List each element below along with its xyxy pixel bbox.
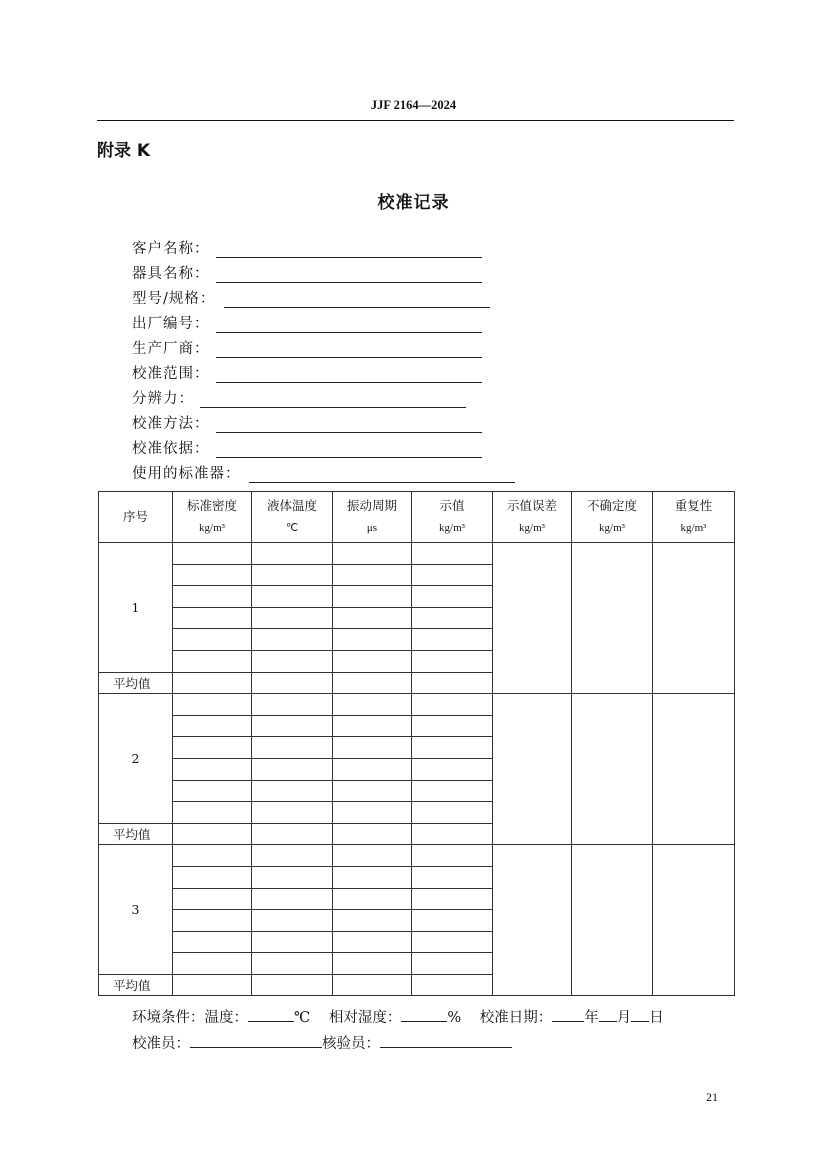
- table-cell[interactable]: [173, 629, 252, 651]
- field-reference-standard: [132, 463, 241, 485]
- col-header-index: [99, 492, 173, 543]
- table-cell[interactable]: [412, 845, 493, 867]
- field-blank[interactable]: [200, 407, 466, 408]
- year-label: 年: [584, 1010, 599, 1026]
- col-name: 序号: [122, 509, 148, 524]
- field-label: 型号/规格：: [132, 291, 216, 307]
- table-cell[interactable]: [412, 715, 493, 737]
- field-label: 校准范围：: [132, 366, 210, 382]
- indication-error-cell[interactable]: [493, 543, 572, 694]
- table-row: [99, 694, 735, 716]
- table-cell[interactable]: [173, 845, 252, 867]
- table-cell[interactable]: [333, 845, 412, 867]
- table-cell[interactable]: [173, 607, 252, 629]
- indication-error-cell[interactable]: [493, 694, 572, 845]
- table-cell[interactable]: [252, 823, 333, 845]
- table-cell[interactable]: [412, 586, 493, 608]
- humidity-blank[interactable]: [401, 1007, 447, 1022]
- table-cell[interactable]: [333, 694, 412, 716]
- humidity-unit: %: [447, 1010, 462, 1026]
- table-cell[interactable]: [173, 823, 252, 845]
- calibration-date-label: 校准日期：: [479, 1010, 553, 1026]
- average-label: 平均值: [99, 974, 173, 996]
- col-header-indication: [412, 492, 493, 543]
- field-instrument-name: [132, 263, 210, 285]
- header-rule: [97, 120, 734, 121]
- table-cell[interactable]: [173, 974, 252, 996]
- table-cell[interactable]: [412, 802, 493, 824]
- table-row: [99, 543, 735, 565]
- month-label: 月: [616, 1010, 632, 1026]
- table-cell[interactable]: [173, 564, 252, 586]
- environment-line: [132, 1007, 664, 1029]
- table-cell[interactable]: [252, 953, 333, 975]
- table-cell[interactable]: [252, 758, 333, 780]
- standard-code-header: JJF 2164—2024: [370, 98, 457, 112]
- table-cell[interactable]: [412, 672, 493, 694]
- field-calibration-basis: [132, 438, 210, 460]
- signature-line: [132, 1033, 512, 1055]
- table-row: [99, 845, 735, 867]
- col-name: 不确定度: [586, 498, 637, 513]
- table-cell[interactable]: [252, 672, 333, 694]
- col-header-uncertainty: [572, 492, 653, 543]
- table-cell[interactable]: [252, 802, 333, 824]
- calibration-record-table: [98, 491, 735, 996]
- table-cell[interactable]: [173, 758, 252, 780]
- table-cell[interactable]: [252, 888, 333, 910]
- table-cell[interactable]: [412, 564, 493, 586]
- table-cell[interactable]: [412, 737, 493, 759]
- repeatability-cell[interactable]: [653, 845, 735, 996]
- year-blank[interactable]: [552, 1007, 584, 1022]
- field-customer-name: [132, 238, 210, 260]
- table-cell[interactable]: [333, 931, 412, 953]
- group-number-cell: 3: [99, 845, 173, 975]
- col-header-liquid-temperature: [252, 492, 333, 543]
- col-name: 示值误差: [506, 498, 557, 513]
- table-cell[interactable]: [252, 650, 333, 672]
- table-cell[interactable]: [333, 758, 412, 780]
- table-cell[interactable]: [333, 802, 412, 824]
- table-cell[interactable]: [173, 802, 252, 824]
- table-cell[interactable]: [252, 586, 333, 608]
- table-cell[interactable]: [333, 910, 412, 932]
- table-cell[interactable]: [412, 953, 493, 975]
- table-cell[interactable]: [252, 543, 333, 565]
- field-label: 出厂编号：: [132, 316, 210, 332]
- table-cell[interactable]: [412, 974, 493, 996]
- table-cell[interactable]: [333, 672, 412, 694]
- field-blank[interactable]: [216, 382, 482, 383]
- col-unit: kg/m³: [680, 522, 707, 534]
- table-header-row: [99, 492, 735, 543]
- table-cell[interactable]: [412, 758, 493, 780]
- verifier-label: 核验员：: [322, 1036, 380, 1052]
- field-label: 客户名称：: [132, 241, 210, 257]
- field-label: 生产厂商：: [132, 341, 210, 357]
- average-label: 平均值: [99, 823, 173, 845]
- temperature-blank[interactable]: [248, 1007, 294, 1022]
- field-label: 校准依据：: [132, 441, 210, 457]
- col-name: 重复性: [674, 498, 713, 513]
- temperature-unit: ℃: [294, 1010, 311, 1026]
- table-cell[interactable]: [333, 974, 412, 996]
- table-cell[interactable]: [252, 564, 333, 586]
- table-cell[interactable]: [333, 715, 412, 737]
- table-cell[interactable]: [173, 780, 252, 802]
- field-blank[interactable]: [216, 432, 482, 433]
- field-blank[interactable]: [249, 482, 515, 483]
- field-blank[interactable]: [216, 257, 482, 258]
- table-cell[interactable]: [412, 823, 493, 845]
- field-blank[interactable]: [216, 282, 482, 283]
- group-number-cell: 2: [99, 694, 173, 824]
- field-blank[interactable]: [216, 357, 482, 358]
- table-cell[interactable]: [173, 694, 252, 716]
- table-cell[interactable]: [252, 845, 333, 867]
- table-cell[interactable]: [333, 543, 412, 565]
- col-name: 液体温度: [266, 498, 317, 513]
- table-cell[interactable]: [173, 715, 252, 737]
- table-cell[interactable]: [412, 866, 493, 888]
- group-number-cell: 1: [99, 543, 173, 673]
- col-name: 示值: [439, 498, 465, 513]
- col-name: 标准密度: [186, 498, 237, 513]
- table-cell[interactable]: [173, 888, 252, 910]
- field-calibration-range: [132, 363, 210, 385]
- table-cell[interactable]: [252, 866, 333, 888]
- field-label: 分辨力：: [132, 391, 194, 407]
- col-unit: μs: [366, 522, 378, 534]
- col-header-indication-error: [493, 492, 572, 543]
- table-cell[interactable]: [333, 564, 412, 586]
- field-blank[interactable]: [216, 457, 482, 458]
- table-cell[interactable]: [252, 974, 333, 996]
- table-cell[interactable]: [333, 780, 412, 802]
- table-cell[interactable]: [333, 607, 412, 629]
- uncertainty-cell[interactable]: [572, 845, 653, 996]
- field-manufacturer: [132, 338, 210, 360]
- repeatability-cell[interactable]: [653, 543, 735, 694]
- table-cell[interactable]: [333, 737, 412, 759]
- table-cell[interactable]: [252, 737, 333, 759]
- table-cell[interactable]: [252, 931, 333, 953]
- table-cell[interactable]: [252, 607, 333, 629]
- col-name: 振动周期: [346, 498, 397, 513]
- col-unit: kg/m³: [519, 522, 545, 534]
- field-label: 器具名称：: [132, 266, 210, 282]
- indication-error-cell[interactable]: [493, 845, 572, 996]
- table-cell[interactable]: [333, 953, 412, 975]
- table-cell[interactable]: [412, 607, 493, 629]
- table-cell[interactable]: [333, 888, 412, 910]
- repeatability-cell[interactable]: [653, 694, 735, 845]
- field-resolution: [132, 388, 194, 410]
- uncertainty-cell[interactable]: [572, 694, 653, 845]
- col-unit: kg/m³: [199, 522, 225, 534]
- table-cell[interactable]: [173, 586, 252, 608]
- table-cell[interactable]: [173, 737, 252, 759]
- page-number: 21: [706, 1090, 718, 1104]
- month-blank[interactable]: [599, 1007, 617, 1022]
- table-cell[interactable]: [173, 931, 252, 953]
- table-cell[interactable]: [412, 694, 493, 716]
- table-cell[interactable]: [252, 780, 333, 802]
- col-unit: kg/m³: [599, 522, 625, 534]
- table-cell[interactable]: [173, 543, 252, 565]
- col-unit: kg/m³: [439, 522, 465, 534]
- table-cell[interactable]: [173, 650, 252, 672]
- day-blank[interactable]: [631, 1007, 649, 1022]
- table-cell[interactable]: [412, 888, 493, 910]
- table-cell[interactable]: [412, 780, 493, 802]
- field-model-spec: [132, 288, 215, 310]
- environment-label: 环境条件：温度：: [132, 1010, 248, 1026]
- table-cell[interactable]: [333, 650, 412, 672]
- table-cell[interactable]: [333, 823, 412, 845]
- calibrator-blank[interactable]: [190, 1033, 322, 1048]
- uncertainty-cell[interactable]: [572, 543, 653, 694]
- table-cell[interactable]: [333, 629, 412, 651]
- record-title: 校准记录: [377, 193, 450, 213]
- table-cell[interactable]: [252, 629, 333, 651]
- table-cell[interactable]: [173, 910, 252, 932]
- table-cell[interactable]: [412, 931, 493, 953]
- field-calibration-method: [132, 413, 210, 435]
- day-label: 日: [649, 1010, 664, 1026]
- field-label: 使用的标准器：: [132, 466, 241, 482]
- table-cell[interactable]: [412, 650, 493, 672]
- col-header-standard-density: [173, 492, 252, 543]
- table-cell[interactable]: [412, 629, 493, 651]
- field-serial-number: [132, 313, 210, 335]
- humidity-label: 相对湿度：: [328, 1010, 402, 1026]
- col-header-vibration-period: [333, 492, 412, 543]
- field-blank[interactable]: [224, 307, 490, 308]
- average-label: 平均值: [99, 672, 173, 694]
- table-cell[interactable]: [252, 715, 333, 737]
- verifier-blank[interactable]: [380, 1033, 512, 1048]
- table-cell[interactable]: [173, 953, 252, 975]
- col-unit: ℃: [285, 522, 299, 534]
- table-cell[interactable]: [333, 866, 412, 888]
- col-header-repeatability: [653, 492, 735, 543]
- field-label: 校准方法：: [132, 416, 210, 432]
- table-cell[interactable]: [333, 586, 412, 608]
- table-cell[interactable]: [412, 543, 493, 565]
- table-cell[interactable]: [252, 910, 333, 932]
- field-blank[interactable]: [216, 332, 482, 333]
- table-cell[interactable]: [412, 910, 493, 932]
- table-cell[interactable]: [252, 694, 333, 716]
- table-cell[interactable]: [173, 866, 252, 888]
- appendix-title: 附录 K: [97, 141, 151, 161]
- table-cell[interactable]: [173, 672, 252, 694]
- calibrator-label: 校准员：: [132, 1036, 190, 1052]
